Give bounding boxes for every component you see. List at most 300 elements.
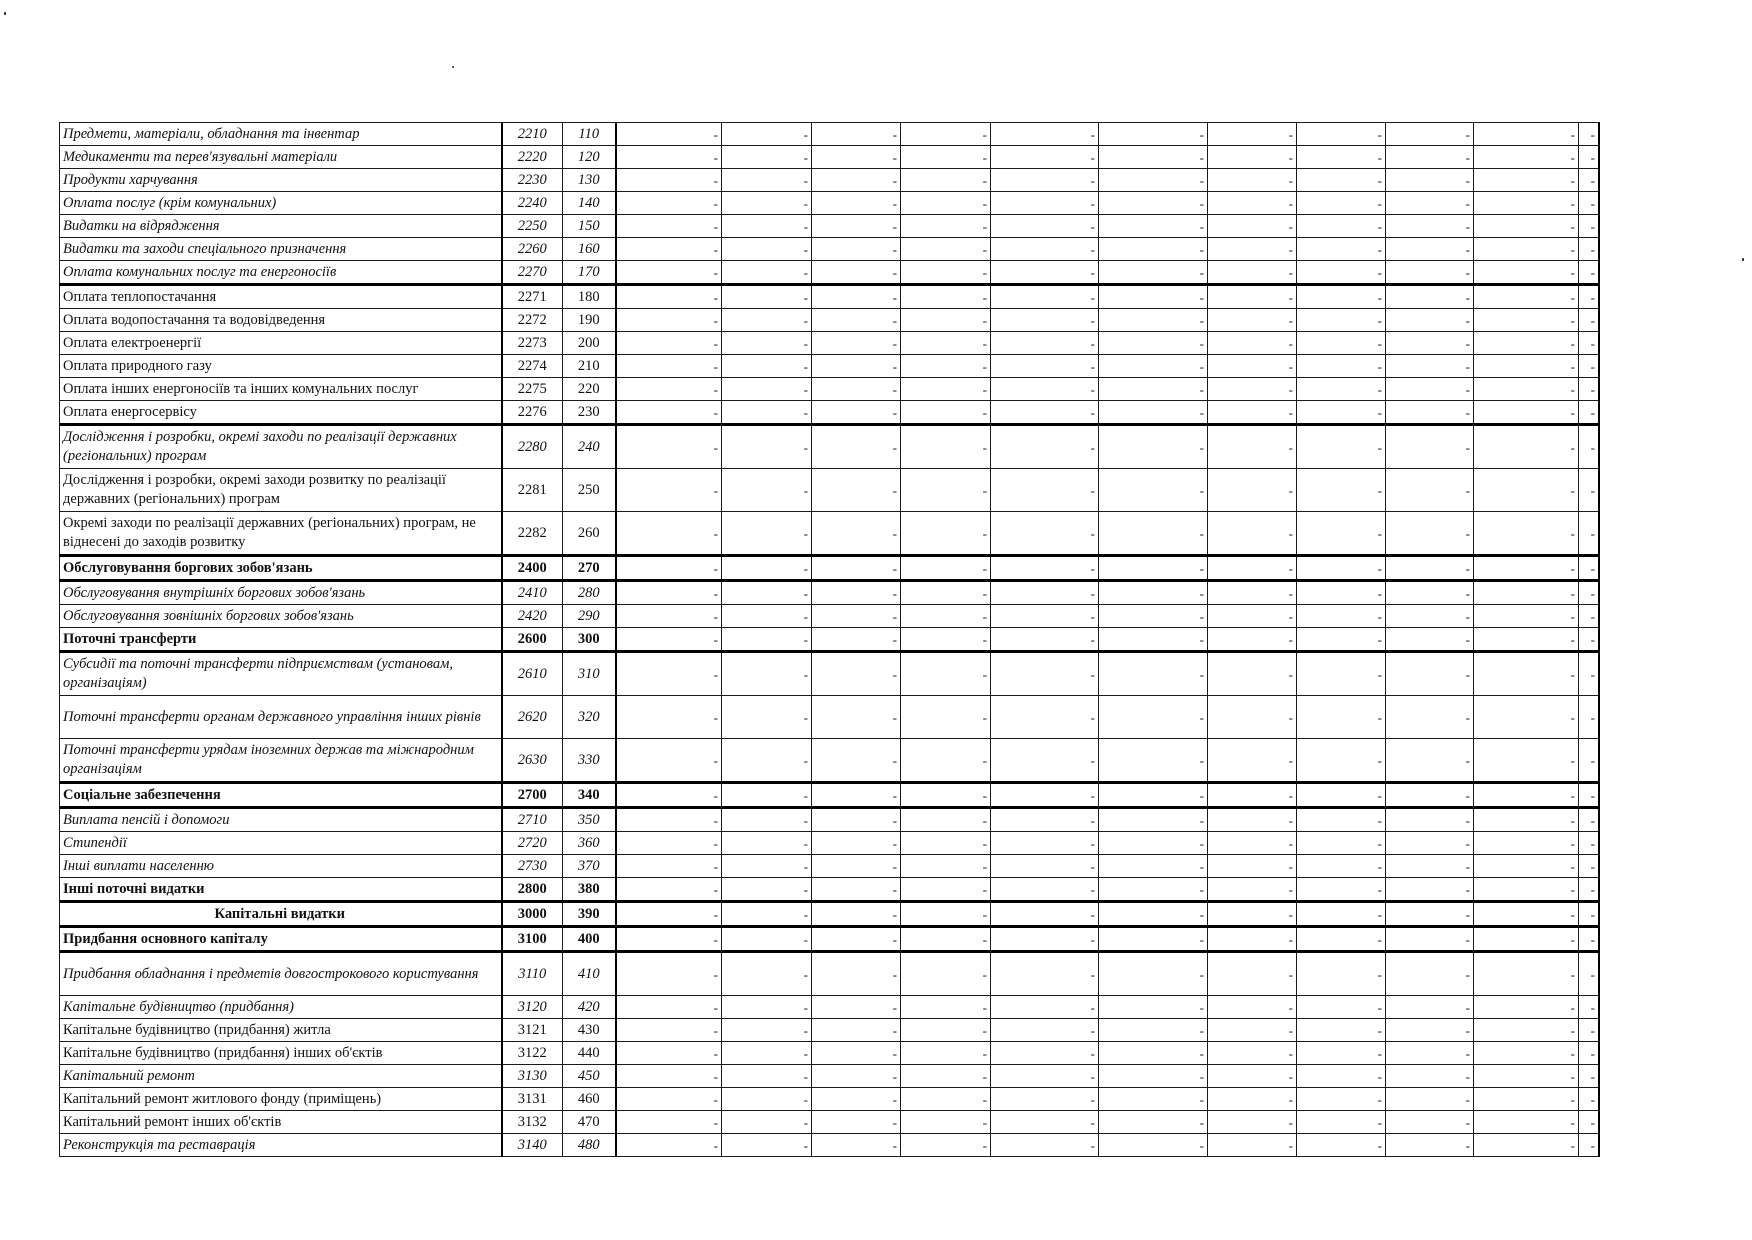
value-cell: - [722,425,812,469]
value-cell: - [722,1065,812,1088]
value-cell: - [901,146,991,169]
value-cell: - [812,878,901,902]
value-cell: - [1208,192,1297,215]
value-cell: - [1208,285,1297,309]
value-cell: - [1474,652,1579,696]
value-cell: - [812,902,901,927]
value-cell: - [1099,1065,1208,1088]
value-cell: - [1297,1042,1386,1065]
value-cell: - [722,169,812,192]
kekv-code: 2410 [502,581,563,605]
value-cell: - [1297,996,1386,1019]
value-cell: - [722,512,812,556]
kekv-code: 2230 [502,169,563,192]
row-code: 210 [563,355,616,378]
row-code: 390 [563,902,616,927]
value-cell: - [722,1019,812,1042]
kekv-code: 2710 [502,808,563,832]
value-cell: - [1208,146,1297,169]
row-label: Обслуговування зовнішніх боргових зобов'язань [60,605,502,628]
value-cell: - [1099,696,1208,739]
value-cell: - [1297,952,1386,996]
table-row [60,146,1600,169]
value-cell: - [722,285,812,309]
kekv-code: 2420 [502,605,563,628]
value-cell: - [1386,832,1474,855]
value-cell: - [1297,1111,1386,1134]
value-cell: - [722,855,812,878]
value-cell: - [1297,309,1386,332]
value-cell: - [1099,146,1208,169]
value-cell: - [1386,739,1474,783]
table-row [60,832,1600,855]
value-cell: - [991,332,1099,355]
value-cell: - [1386,169,1474,192]
value-cell: - [1208,469,1297,512]
value-cell: - [1579,832,1600,855]
value-cell: - [901,425,991,469]
table-row [60,1042,1600,1065]
row-label: Оплата інших енергоносіїв та інших комунальних послуг [60,378,502,401]
value-cell: - [1099,512,1208,556]
value-cell: - [1579,556,1600,581]
row-label: Капітальне будівництво (придбання) житла [60,1019,502,1042]
value-cell: - [1208,696,1297,739]
value-cell: - [812,952,901,996]
value-cell: - [991,628,1099,652]
value-cell: - [1474,332,1579,355]
value-cell: - [1579,123,1600,146]
kekv-code: 3131 [502,1088,563,1111]
value-cell: - [1474,952,1579,996]
value-cell: - [812,696,901,739]
value-cell: - [812,1065,901,1088]
value-cell: - [1297,469,1386,512]
table-row [60,192,1600,215]
value-cell: - [1208,878,1297,902]
value-cell: - [616,696,722,739]
value-cell: - [1386,628,1474,652]
value-cell: - [1474,696,1579,739]
value-cell: - [901,215,991,238]
value-cell: - [1579,902,1600,927]
value-cell: - [1579,169,1600,192]
table-row [60,1134,1600,1157]
value-cell: - [1297,628,1386,652]
row-code: 180 [563,285,616,309]
value-cell: - [616,146,722,169]
value-cell: - [991,512,1099,556]
value-cell: - [991,996,1099,1019]
value-cell: - [1474,425,1579,469]
value-cell: - [1297,1088,1386,1111]
value-cell: - [901,355,991,378]
value-cell: - [991,1088,1099,1111]
row-code: 120 [563,146,616,169]
table-row [60,215,1600,238]
value-cell: - [616,1088,722,1111]
value-cell: - [1386,309,1474,332]
value-cell: - [812,739,901,783]
row-code: 380 [563,878,616,902]
row-label: Виплата пенсій і допомоги [60,808,502,832]
value-cell: - [1386,855,1474,878]
value-cell: - [1386,425,1474,469]
row-code: 410 [563,952,616,996]
value-cell: - [1099,1019,1208,1042]
table-row [60,401,1600,425]
value-cell: - [1579,401,1600,425]
value-cell: - [991,378,1099,401]
value-cell: - [901,378,991,401]
value-cell: - [722,808,812,832]
value-cell: - [1386,146,1474,169]
table-row [60,696,1600,739]
value-cell: - [901,652,991,696]
value-cell: - [722,652,812,696]
table-row [60,1019,1600,1042]
value-cell: - [1386,1134,1474,1157]
row-label: Капітальний ремонт житлового фонду (приміщень) [60,1088,502,1111]
value-cell: - [1099,832,1208,855]
value-cell: - [1208,952,1297,996]
table-row [60,1088,1600,1111]
value-cell: - [1099,401,1208,425]
value-cell: - [1099,855,1208,878]
row-label: Видатки на відрядження [60,215,502,238]
row-label: Оплата електроенергії [60,332,502,355]
value-cell: - [901,855,991,878]
value-cell: - [1474,192,1579,215]
row-code: 360 [563,832,616,855]
value-cell: - [991,808,1099,832]
value-cell: - [616,469,722,512]
value-cell: - [1297,808,1386,832]
value-cell: - [991,878,1099,902]
value-cell: - [616,652,722,696]
value-cell: - [1208,309,1297,332]
value-cell: - [616,512,722,556]
row-label: Стипендії [60,832,502,855]
value-cell: - [1386,556,1474,581]
row-code: 420 [563,996,616,1019]
kekv-code: 2730 [502,855,563,878]
row-label: Оплата енергосервісу [60,401,502,425]
value-cell: - [1474,556,1579,581]
value-cell: - [1386,1019,1474,1042]
row-label: Соціальне забезпечення [60,783,502,808]
value-cell: - [616,355,722,378]
row-label: Інші поточні видатки [60,878,502,902]
kekv-code: 3110 [502,952,563,996]
value-cell: - [1208,996,1297,1019]
kekv-code: 3130 [502,1065,563,1088]
value-cell: - [616,1042,722,1065]
value-cell: - [1579,332,1600,355]
value-cell: - [901,261,991,285]
table-row [60,652,1600,696]
value-cell: - [1208,581,1297,605]
row-label: Придбання основного капіталу [60,927,502,952]
table-row [60,425,1600,469]
value-cell: - [812,123,901,146]
value-cell: - [1474,1088,1579,1111]
value-cell: - [1386,878,1474,902]
value-cell: - [1579,628,1600,652]
value-cell: - [1099,878,1208,902]
value-cell: - [812,605,901,628]
value-cell: - [1208,1111,1297,1134]
row-label: Оплата послуг (крім комунальних) [60,192,502,215]
kekv-code: 2610 [502,652,563,696]
value-cell: - [1386,652,1474,696]
value-cell: - [1297,169,1386,192]
value-cell: - [901,309,991,332]
value-cell: - [1208,1042,1297,1065]
value-cell: - [616,192,722,215]
value-cell: - [722,952,812,996]
value-cell: - [1474,378,1579,401]
value-cell: - [616,927,722,952]
value-cell: - [722,739,812,783]
value-cell: - [616,878,722,902]
table-row [60,952,1600,996]
value-cell: - [616,581,722,605]
value-cell: - [991,192,1099,215]
value-cell: - [1297,285,1386,309]
table-row [60,355,1600,378]
value-cell: - [1579,512,1600,556]
value-cell: - [1208,556,1297,581]
value-cell: - [812,261,901,285]
value-cell: - [1474,996,1579,1019]
value-cell: - [1208,355,1297,378]
value-cell: - [616,902,722,927]
value-cell: - [1386,332,1474,355]
value-cell: - [1386,261,1474,285]
value-cell: - [616,332,722,355]
value-cell: - [722,927,812,952]
value-cell: - [1474,832,1579,855]
kekv-code: 2272 [502,309,563,332]
value-cell: - [1297,401,1386,425]
value-cell: - [1579,146,1600,169]
value-cell: - [1579,696,1600,739]
value-cell: - [1386,123,1474,146]
value-cell: - [1386,1042,1474,1065]
row-code: 270 [563,556,616,581]
value-cell: - [1099,169,1208,192]
kekv-code: 2271 [502,285,563,309]
value-cell: - [1099,628,1208,652]
value-cell: - [1579,652,1600,696]
value-cell: - [1297,739,1386,783]
row-label: Дослідження і розробки, окремі заходи розвитку по реалізації державних (регіональних) програм [60,469,502,512]
value-cell: - [1386,378,1474,401]
kekv-code: 3000 [502,902,563,927]
value-cell: - [1297,832,1386,855]
value-cell: - [1208,425,1297,469]
value-cell: - [1297,215,1386,238]
value-cell: - [1386,696,1474,739]
table-row [60,783,1600,808]
value-cell: - [616,401,722,425]
row-code: 310 [563,652,616,696]
table-row [60,808,1600,832]
value-cell: - [1099,556,1208,581]
value-cell: - [991,238,1099,261]
value-cell: - [616,1134,722,1157]
row-code: 240 [563,425,616,469]
value-cell: - [901,1088,991,1111]
value-cell: - [1099,927,1208,952]
value-cell: - [1099,902,1208,927]
value-cell: - [1579,605,1600,628]
value-cell: - [812,285,901,309]
kekv-code: 2275 [502,378,563,401]
row-label: Обслуговування внутрішніх боргових зобов'язань [60,581,502,605]
table-row [60,855,1600,878]
value-cell: - [1386,1111,1474,1134]
kekv-code: 3100 [502,927,563,952]
value-cell: - [1579,1134,1600,1157]
value-cell: - [1099,332,1208,355]
value-cell: - [616,285,722,309]
row-code: 290 [563,605,616,628]
value-cell: - [901,952,991,996]
value-cell: - [1579,378,1600,401]
table-row [60,469,1600,512]
value-cell: - [1099,581,1208,605]
table-row [60,1065,1600,1088]
value-cell: - [1208,739,1297,783]
value-cell: - [1579,739,1600,783]
table-row [60,378,1600,401]
row-code: 110 [563,123,616,146]
table-row [60,309,1600,332]
table-row [60,628,1600,652]
row-label: Поточні трансферти органам державного управління інших рівнів [60,696,502,739]
value-cell: - [1579,192,1600,215]
row-code: 350 [563,808,616,832]
row-code: 340 [563,783,616,808]
value-cell: - [1579,783,1600,808]
value-cell: - [812,855,901,878]
value-cell: - [616,808,722,832]
value-cell: - [1208,215,1297,238]
value-cell: - [1579,1042,1600,1065]
value-cell: - [1386,192,1474,215]
value-cell: - [901,605,991,628]
value-cell: - [1386,355,1474,378]
value-cell: - [812,1134,901,1157]
value-cell: - [616,996,722,1019]
kekv-code: 2273 [502,332,563,355]
expenditure-table [59,122,1600,1157]
kekv-code: 2210 [502,123,563,146]
value-cell: - [722,996,812,1019]
row-label: Капітальний ремонт [60,1065,502,1088]
value-cell: - [901,927,991,952]
value-cell: - [991,261,1099,285]
row-label: Капітальні видатки [60,902,502,927]
row-code: 460 [563,1088,616,1111]
value-cell: - [901,1019,991,1042]
row-code: 470 [563,1111,616,1134]
value-cell: - [1579,855,1600,878]
value-cell: - [991,556,1099,581]
table-row [60,123,1600,146]
table-row [60,285,1600,309]
value-cell: - [616,855,722,878]
value-cell: - [1386,238,1474,261]
value-cell: - [1386,469,1474,512]
value-cell: - [991,123,1099,146]
row-label: Капітальний ремонт інших об'єктів [60,1111,502,1134]
row-label: Субсидії та поточні трансферти підприємствам (установам, організаціям) [60,652,502,696]
value-cell: - [1297,355,1386,378]
value-cell: - [1474,123,1579,146]
kekv-code: 2260 [502,238,563,261]
value-cell: - [1474,1134,1579,1157]
value-cell: - [1297,902,1386,927]
value-cell: - [722,215,812,238]
kekv-code: 2280 [502,425,563,469]
value-cell: - [1386,996,1474,1019]
value-cell: - [901,401,991,425]
value-cell: - [1208,169,1297,192]
value-cell: - [1297,927,1386,952]
value-cell: - [812,192,901,215]
row-code: 130 [563,169,616,192]
value-cell: - [1579,808,1600,832]
value-cell: - [991,469,1099,512]
value-cell: - [1297,192,1386,215]
value-cell: - [722,902,812,927]
value-cell: - [616,952,722,996]
value-cell: - [1474,261,1579,285]
value-cell: - [901,332,991,355]
value-cell: - [991,401,1099,425]
value-cell: - [722,123,812,146]
table-row [60,927,1600,952]
kekv-code: 2400 [502,556,563,581]
row-label: Капітальне будівництво (придбання) [60,996,502,1019]
value-cell: - [722,192,812,215]
row-code: 430 [563,1019,616,1042]
value-cell: - [1474,169,1579,192]
value-cell: - [1386,401,1474,425]
value-cell: - [1208,1019,1297,1042]
value-cell: - [722,401,812,425]
value-cell: - [1208,808,1297,832]
value-cell: - [616,309,722,332]
value-cell: - [812,1042,901,1065]
kekv-code: 2240 [502,192,563,215]
row-label: Обслуговування боргових зобов'язань [60,556,502,581]
row-label: Інші виплати населенню [60,855,502,878]
value-cell: - [812,996,901,1019]
table-row [60,605,1600,628]
value-cell: - [1474,628,1579,652]
value-cell: - [1099,605,1208,628]
row-code: 190 [563,309,616,332]
kekv-code: 2282 [502,512,563,556]
value-cell: - [812,556,901,581]
value-cell: - [1297,238,1386,261]
value-cell: - [1579,261,1600,285]
value-cell: - [1297,1134,1386,1157]
